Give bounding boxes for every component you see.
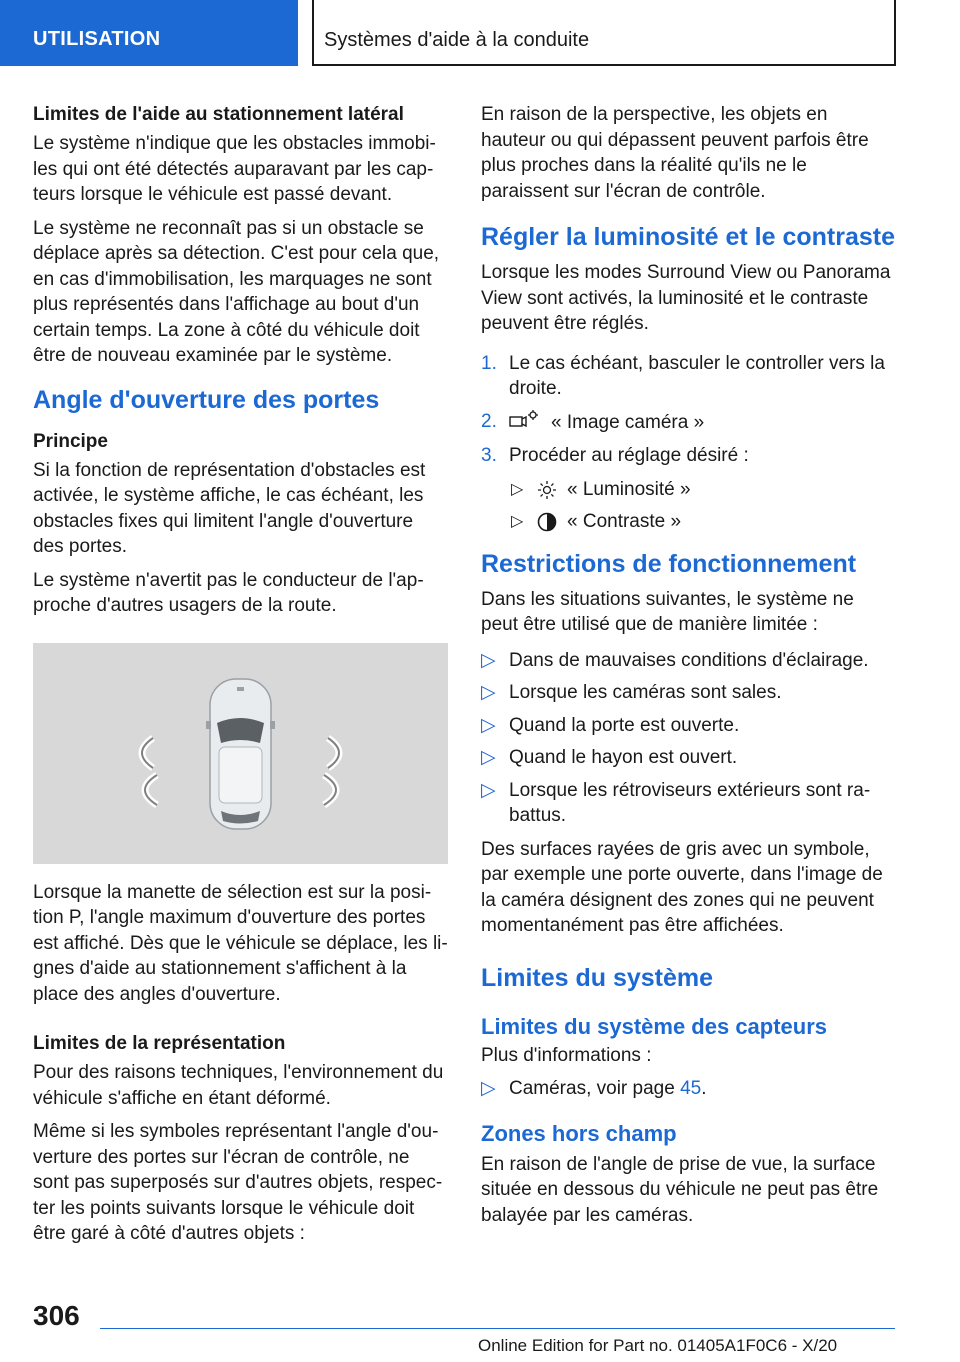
paragraph: En raison de l'angle de prise de vue, la surface située en dessous du véhicule ne peut pas être balayée par les caméras. xyxy=(481,1153,879,1226)
header-rule-left xyxy=(312,0,314,66)
bullet-marker: ▷ xyxy=(481,779,496,801)
bullet-marker: ▷ xyxy=(511,513,524,530)
list-item xyxy=(481,477,896,503)
bullet-marker: ▷ xyxy=(481,714,496,736)
list-item-text: Lorsque les rétroviseurs extérieurs sont rabattus. xyxy=(509,779,871,826)
list-item xyxy=(481,409,896,437)
camera-settings-icon xyxy=(509,409,539,437)
references-list xyxy=(481,1076,896,1102)
heading-zones-hors-champ: Zones hors champ xyxy=(481,1120,677,1146)
reference-end: . xyxy=(701,1078,707,1099)
steps-list xyxy=(481,351,896,469)
footer-rule xyxy=(100,1328,895,1329)
car-topview-illustration xyxy=(33,643,448,864)
paragraph: Même si les symboles représentant l'angle d'ouverture des portes sur l'écran de contrôle, ne sont pas superposés sur d'autres objets, respecter les points suivants lorsque le véhicule doit être garé à côté d'autres objets : xyxy=(33,1121,443,1244)
step-text: Le cas échéant, basculer le controller vers la droite. xyxy=(509,352,885,399)
heading-principe: Principe xyxy=(33,430,108,452)
chapter-title: Systèmes d'aide à la conduite xyxy=(324,29,590,51)
list-item xyxy=(481,648,896,674)
heading-restrictions: Restrictions de fonctionnement xyxy=(481,549,857,578)
paragraph: Dans les situations suivantes, le système ne peut être utilisé que de manière limitée : xyxy=(481,588,854,635)
list-item xyxy=(481,680,896,706)
section-title: UTILISATION xyxy=(33,28,161,50)
substeps-list xyxy=(481,477,896,535)
bullet-marker: ▷ xyxy=(481,747,496,768)
heading-limites-capteurs: Limites du système des capteurs xyxy=(481,1013,828,1039)
list-item xyxy=(481,443,896,469)
page-number: 306 xyxy=(33,1300,80,1331)
door-angle-figure xyxy=(33,643,448,864)
footer-edition: Online Edition for Part no. 01405A1F0C6 - X/20 xyxy=(478,1336,838,1355)
paragraph: Pour des raisons techniques, l'environnement du véhicule s'affiche en étant déformé. xyxy=(33,1062,444,1109)
heading-limites-representation: Limites de la représentation xyxy=(33,1033,286,1054)
step-number: 3. xyxy=(481,445,497,466)
step-text: Procéder au réglage désiré : xyxy=(509,445,749,466)
reference-text: Caméras, voir page xyxy=(509,1078,675,1099)
list-item xyxy=(481,509,896,535)
paragraph: En raison de la perspective, les objets en hauteur ou qui dépassent peuvent parfois être plus proches dans la réalité qu'ils ne le paraissent sur l'écran de contrôle. xyxy=(481,104,869,202)
step-number: 1. xyxy=(481,352,497,374)
bullet-marker: ▷ xyxy=(481,1078,496,1099)
substep-text: « Contraste » xyxy=(567,511,682,532)
paragraph: Le système ne reconnaît pas si un obstacle se déplace après sa détection. C'est pour cela que, en cas d'immobilisation, les marquages ne sont plus représentés dans l'affichage au bout d'un certain temps. La zone à côté du véhicule doit être de nouveau examinée par le système. xyxy=(33,217,440,366)
paragraph: Lorsque la manette de sélection est sur la position P, l'angle maximum d'ouverture des portes est affiché. Dès que le véhicule se déplace, les lignes d'aide au stationnement s'affichent à la place des angles d'ouverture. xyxy=(33,881,448,1005)
page-link[interactable]: 45 xyxy=(680,1078,702,1099)
list-item-text: Quand le hayon est ouvert. xyxy=(509,747,738,768)
paragraph: Plus d'informations : xyxy=(481,1044,652,1066)
paragraph: Si la fonction de représentation d'obstacles est activée, le système affiche, le cas échéant, les obstacles fixes qui limitent l'angle d'ouverture des portes. xyxy=(33,459,426,557)
paragraph: Le système n'avertit pas le conducteur de l'approche d'autres usagers de la route. xyxy=(33,569,424,616)
list-item-text: Lorsque les caméras sont sales. xyxy=(509,682,782,703)
header-rule-bottom xyxy=(312,64,896,66)
paragraph: Le système n'indique que les obstacles immobiles qui ont été détectés auparavant par les capteurs lorsque le véhicule est passé devant. xyxy=(33,133,436,205)
step-text: « Image caméra » xyxy=(551,411,705,433)
list-item-text: Dans de mauvaises conditions d'éclairage. xyxy=(509,649,869,671)
paragraph: Lorsque les modes Surround View ou Panorama View sont activés, la luminosité et le contraste peuvent être réglés. xyxy=(481,262,891,334)
list-item xyxy=(481,778,896,829)
section-tab xyxy=(0,0,298,66)
bullet-marker: ▷ xyxy=(511,480,524,498)
list-item xyxy=(481,713,896,739)
step-number: 2. xyxy=(481,410,497,432)
heading-luminosite-contraste: Régler la luminosité et le contraste xyxy=(481,223,896,251)
left-column xyxy=(33,102,448,1255)
heading-limites-systeme: Limites du système xyxy=(481,963,714,992)
page-header xyxy=(0,0,960,66)
substep-text: « Luminosité » xyxy=(567,478,691,500)
right-column xyxy=(481,102,896,1236)
contrast-icon xyxy=(537,512,557,540)
list-item-text: Quand la porte est ouverte. xyxy=(509,714,740,736)
list-item xyxy=(481,745,896,771)
bullet-marker: ▷ xyxy=(481,649,496,671)
heading-limites-lateral: Limites de l'aide au stationnement latéral xyxy=(33,104,404,125)
paragraph: Des surfaces rayées de gris avec un symbole, par exemple une porte ouverte, dans l'image de la caméra désignent des zones qui ne peuvent momentanément pas être affichées. xyxy=(481,838,883,936)
header-rule-right xyxy=(894,0,896,66)
bullet-marker: ▷ xyxy=(481,682,496,703)
heading-angle-ouverture: Angle d'ouverture des portes xyxy=(33,385,380,414)
list-item xyxy=(481,351,896,402)
list-item xyxy=(481,1076,896,1102)
restrictions-list xyxy=(481,648,896,829)
brightness-icon xyxy=(537,480,557,508)
